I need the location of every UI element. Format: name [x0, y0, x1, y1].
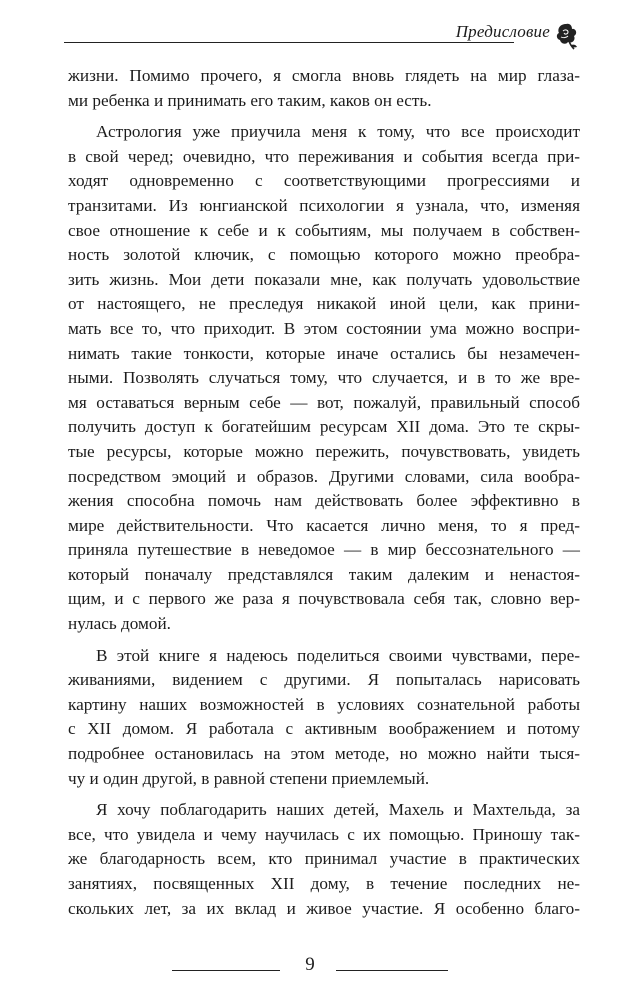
text-line: подробнее остановилась на этом методе, но можно найти тыся- — [68, 744, 580, 764]
text-line: жизни. Помимо прочего, я смогла вновь глядеть на мир глаза- — [68, 66, 580, 85]
text-line: от настоящего, не преследуя никакой иной цели, как прини- — [68, 294, 580, 314]
text-line: получить доступ к богатейшим ресурсам XII дома. Это те скры- — [68, 417, 580, 437]
page-footer — [0, 952, 626, 982]
text-line: жения способна помочь нам действовать более эффективно в — [68, 491, 580, 511]
text-line: нимать такие тонкости, которые иначе остались бы незамечен- — [68, 343, 580, 363]
text-line: свое отношение к себе и к событиям, мы получаем в собствен- — [68, 220, 580, 240]
header-rule — [64, 42, 514, 43]
text-line: ходят одновременно с соответствующими прогрессиями и — [68, 171, 580, 191]
text-line: нулась домой. — [68, 614, 171, 634]
paragraph — [68, 120, 580, 636]
text-line: занятиях, посвященных XII дому, в течение последних не- — [68, 874, 580, 893]
text-line: мя оставаться верным себе — вот, пожалуй, правильный способ — [68, 392, 580, 412]
paragraph — [68, 798, 580, 921]
paragraph — [68, 644, 580, 792]
text-line: транзитами. Из юнгианской психологии я узнала, что, изменяя — [68, 195, 580, 215]
paragraph — [68, 64, 580, 113]
text-line: тые ресурсы, которые можно пережить, почувствовать, увидеть — [68, 441, 580, 461]
running-header — [64, 20, 580, 56]
text-line: ми ребенка и принимать его таким, каков он есть. — [68, 90, 432, 110]
footer-rule-left — [172, 970, 280, 971]
text-line: с XII домом. Я работала с активным воображением и потому — [68, 719, 580, 739]
text-line: приняла путешествие в неведомое — в мир бессознательного — — [68, 540, 580, 560]
text-line: В этой книге я надеюсь поделиться своими чувствами, пере- — [96, 645, 580, 665]
rose-ornament-icon — [552, 20, 580, 50]
text-line: Астрология уже приучила меня к тому, что все происходит — [96, 122, 580, 142]
text-line: Я хочу поблагодарить наших детей, Махель и Махтельда, за — [96, 800, 580, 820]
text-line: все, что увидела и чему научилась с их помощью. Приношу так- — [68, 824, 580, 844]
text-line: который поначалу представлялся таким далеким и ненастоя- — [68, 564, 580, 584]
text-line: живаниями, видением с другими. Я попыталась нарисовать — [68, 670, 580, 690]
body-text — [68, 64, 580, 921]
text-line: чу и один другой, в равной степени приемлемый. — [68, 768, 430, 788]
text-line: картину наших возможностей в условиях сознательной работы — [68, 694, 580, 714]
footer-rule-right — [336, 970, 448, 971]
text-line: в свой черед; очевидно, что переживания и события всегда при- — [68, 146, 580, 166]
header-title: Предисловие — [450, 22, 550, 42]
text-line: щим, и с первого же раза я почувствовала себя так, словно вер- — [68, 589, 580, 609]
text-line: посредством эмоций и образов. Другими словами, сила вообра- — [68, 466, 580, 486]
text-line: ными. Позволять случаться тому, что случается, и в то же вре- — [68, 368, 580, 388]
text-line: мать все то, что приходит. В этом состоянии ума можно воспри- — [68, 318, 580, 338]
page-number: 9 — [305, 954, 315, 975]
text-line: скольких лет, за их вклад и живое участие. Я особенно благо- — [68, 898, 580, 918]
text-line: ность золотой ключик, с помощью которого можно преобра- — [68, 245, 580, 265]
text-line: зить жизнь. Мои дети показали мне, как получать удовольствие — [68, 269, 580, 289]
text-line: же благодарность всем, кто принимал участие в практических — [68, 849, 580, 869]
text-line: мире действительности. Что касается лично меня, то я пред- — [68, 515, 580, 535]
